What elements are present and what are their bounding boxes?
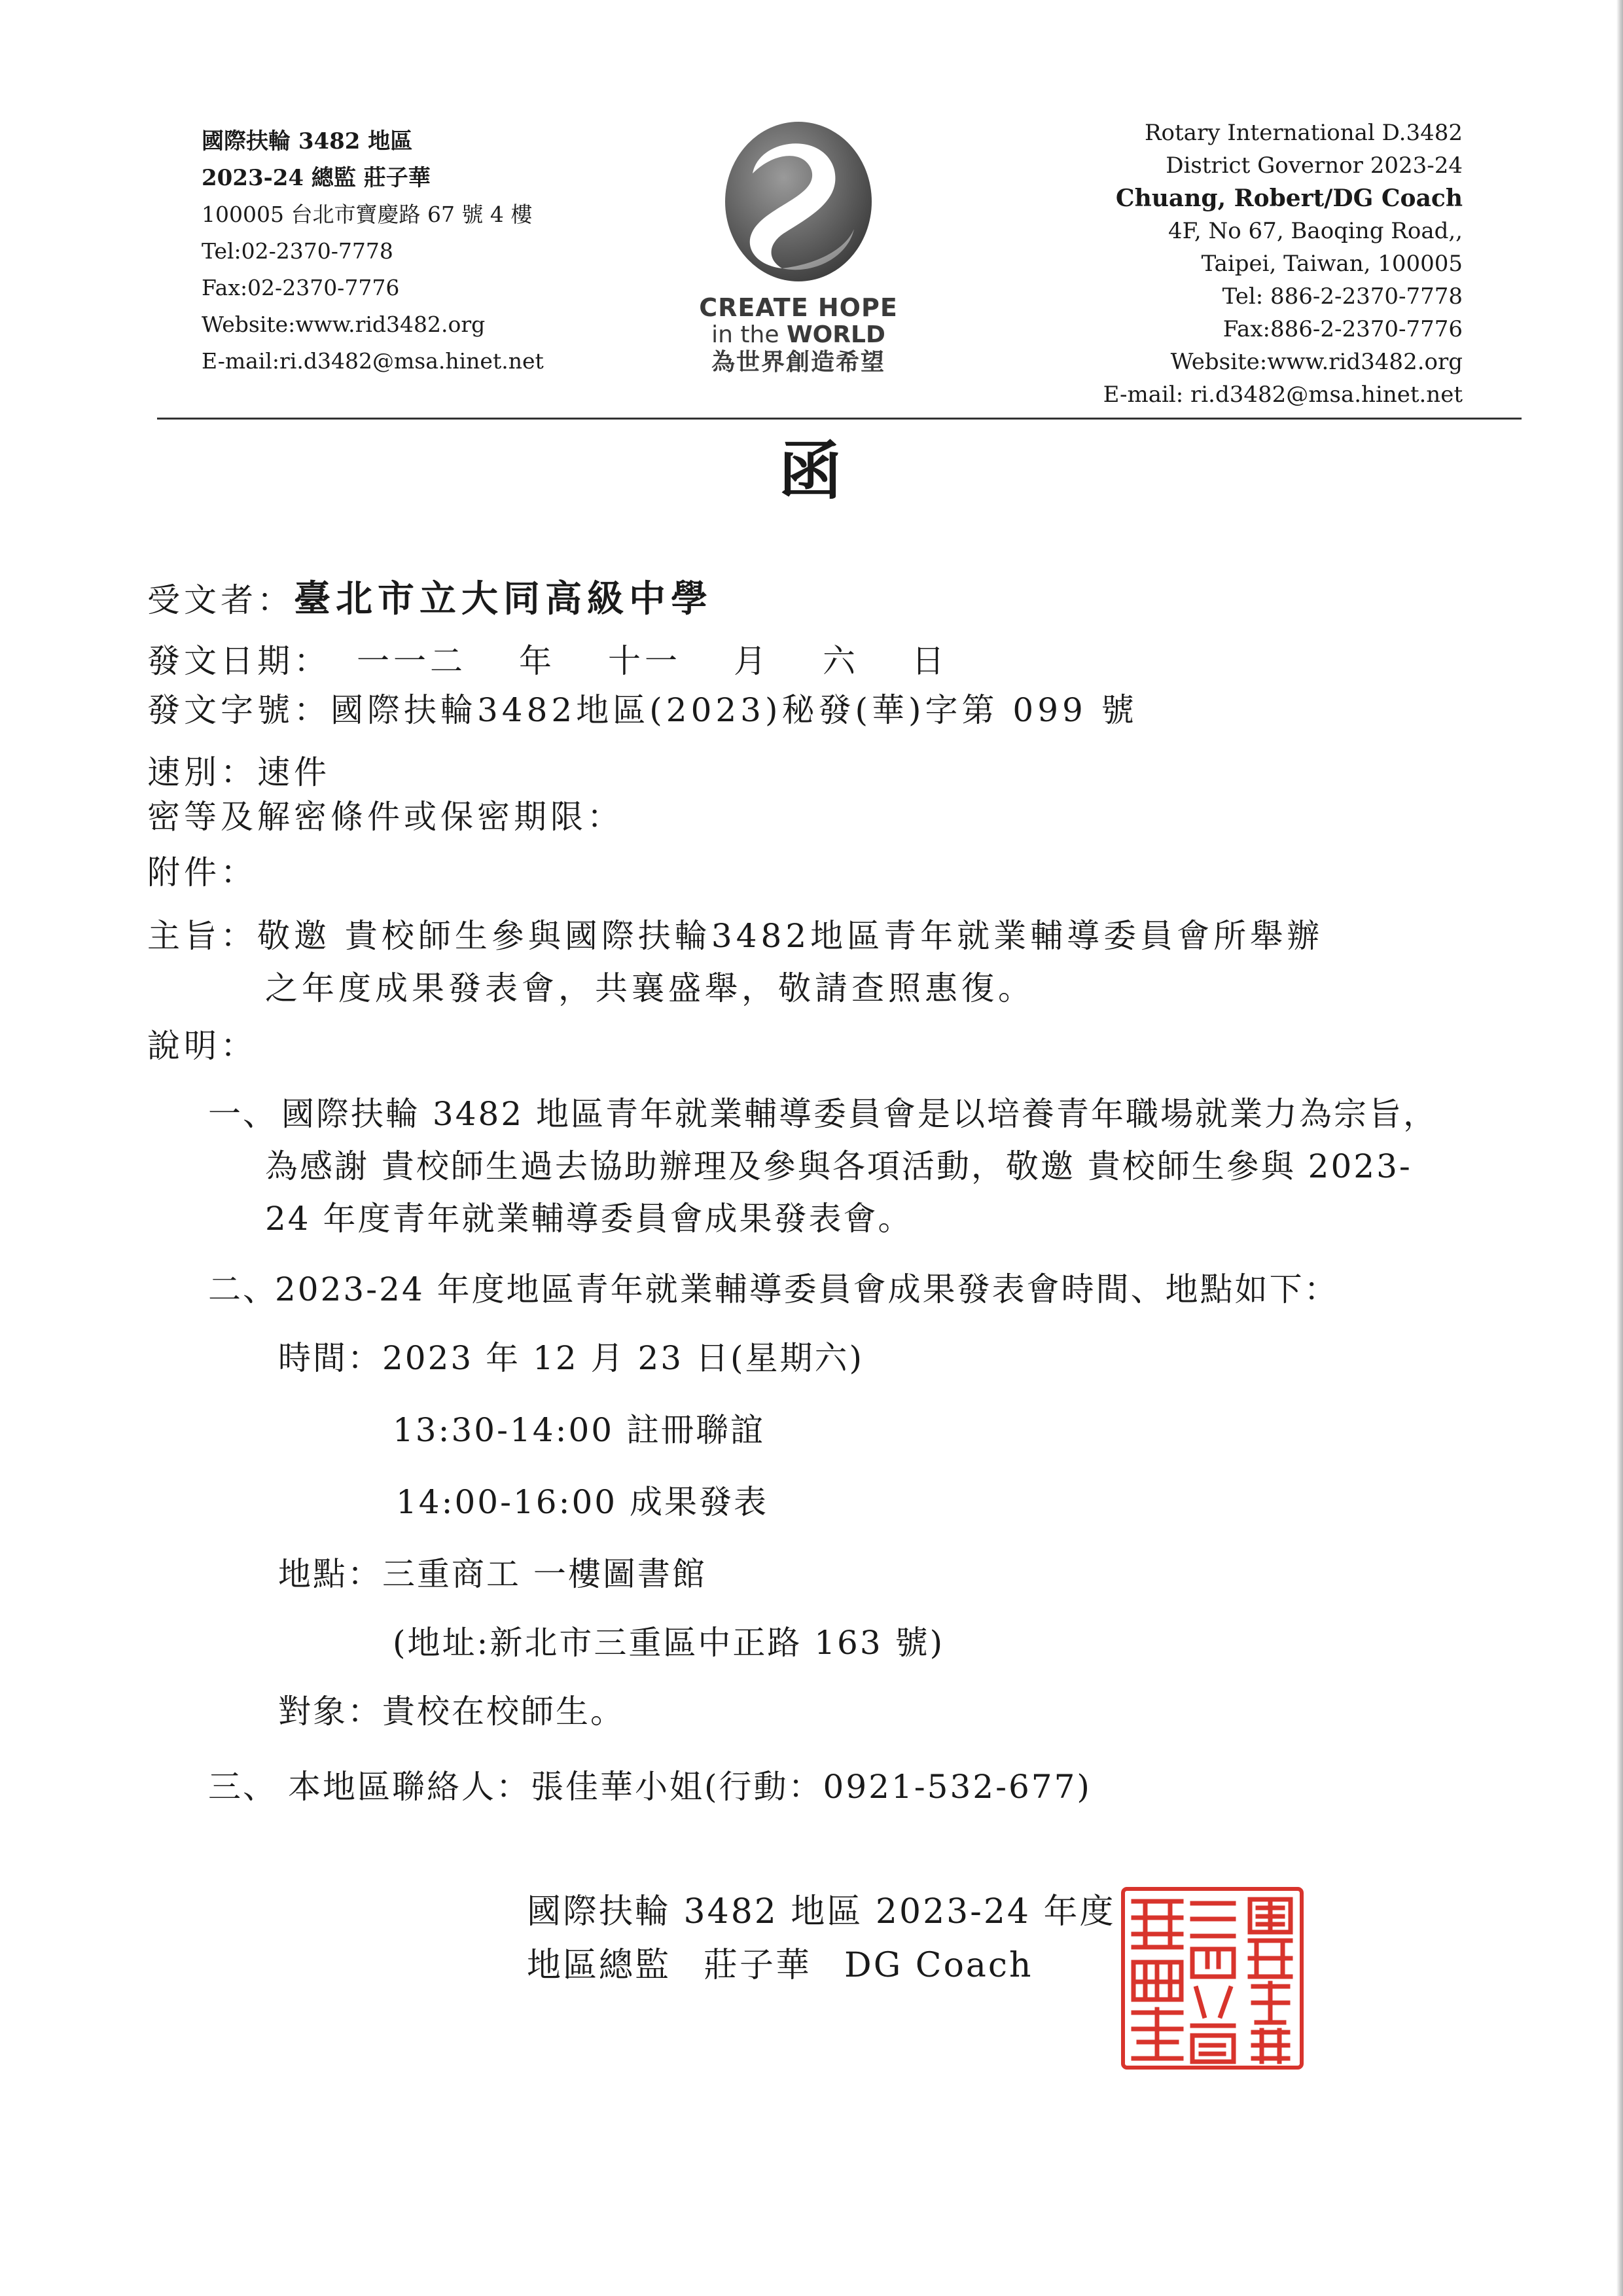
red-seal-stamp-icon xyxy=(1119,1885,1306,2072)
header-tel: Tel:02-2370-7778 xyxy=(202,238,393,264)
attachment-row xyxy=(147,853,257,892)
official-seal xyxy=(1119,1885,1306,2072)
header-address1-en: 4F, No 67, Baoqing Road,, xyxy=(1168,218,1463,244)
scanned-page-edge xyxy=(1616,0,1623,2296)
create-hope-logo xyxy=(684,111,913,393)
date-year: 一一二 xyxy=(357,642,467,680)
swirl-logo-icon xyxy=(713,111,883,288)
header-fax-en: Fax:886-2-2370-7776 xyxy=(1222,316,1463,342)
signature-name: 莊子華 xyxy=(704,1946,812,1985)
secrecy-row xyxy=(147,797,624,836)
speed-label: 速別： xyxy=(147,753,257,791)
explanation-label: 說明： xyxy=(147,1027,257,1065)
item-one-line2: 為感謝 貴校師生過去協助辦理及參與各項活動，敬邀 貴校師生參與 2023- xyxy=(265,1147,1412,1185)
recipient-row xyxy=(147,579,713,620)
item-two-line: 2023-24 年度地區青年就業輔導委員會成果發表會時間、地點如下： xyxy=(275,1270,1339,1308)
attachment-label: 附件： xyxy=(147,853,257,891)
date-day-unit: 日 xyxy=(912,642,948,680)
document-number: 國際扶輪3482地區(2023)秘發(華)字第 099 號 xyxy=(330,691,1138,729)
header-name-en: Chuang, Robert/DG Coach xyxy=(1115,185,1463,212)
header-website-en: Website:www.rid3482.org xyxy=(1170,349,1463,375)
header-address-zh: 100005 台北市寶慶路 67 號 4 樓 xyxy=(202,202,533,227)
number-row xyxy=(147,691,1138,730)
subject-row xyxy=(147,916,1323,956)
speed-row xyxy=(147,753,330,792)
header-divider xyxy=(157,418,1522,420)
place-label: 地點： xyxy=(278,1555,382,1593)
place-address: (地址:新北市三重區中正路 163 號) xyxy=(393,1624,945,1662)
date-label: 發文日期： xyxy=(147,642,330,680)
header-email-en: E-mail: ri.d3482@msa.hinet.net xyxy=(1103,382,1463,408)
schedule-presentation: 14:00-16:00 成果發表 xyxy=(396,1483,768,1521)
header-governor-zh: 2023-24 總監 莊子華 xyxy=(202,165,431,191)
header-org-zh: 國際扶輪 3482 地區 xyxy=(202,128,413,154)
signature-block xyxy=(527,1885,1116,1992)
target-row xyxy=(278,1692,625,1731)
item-one-line1: 國際扶輪 3482 地區青年就業輔導委員會是以培養青年職場就業力為宗旨， xyxy=(281,1095,1438,1133)
time-label: 時間： xyxy=(278,1339,382,1377)
item-two-prefix: 二、 xyxy=(208,1270,277,1308)
time-row xyxy=(278,1338,864,1378)
signature-line1: 國際扶輪 3482 地區 2023-24 年度 xyxy=(527,1892,1116,1931)
place-row xyxy=(278,1554,707,1594)
signature-title: DG Coach xyxy=(844,1946,1033,1985)
logo-in-the: in the xyxy=(711,321,787,348)
header-address2-en: Taipei, Taiwan, 100005 xyxy=(1201,251,1463,277)
date-month: 十一 xyxy=(608,642,681,680)
header-tel-en: Tel: 886-2-2370-7778 xyxy=(1222,283,1463,310)
header-website: Website:www.rid3482.org xyxy=(202,312,486,337)
date-year-unit: 年 xyxy=(519,642,556,680)
recipient-name: 臺北市立大同高級中學 xyxy=(294,577,713,620)
logo-line-in-the-world xyxy=(684,322,913,348)
place-value: 三重商工 一樓圖書館 xyxy=(382,1555,707,1593)
header-right-block xyxy=(952,117,1463,411)
target-value: 貴校在校師生。 xyxy=(382,1693,625,1731)
item-three-line: 本地區聯絡人：張佳華小姐(行動：0921-532-677) xyxy=(288,1768,1092,1806)
speed-value: 速件 xyxy=(257,753,330,791)
secrecy-label: 密等及解密條件或保密期限： xyxy=(147,798,624,836)
subject-label: 主旨： xyxy=(147,917,257,955)
logo-world: WORLD xyxy=(786,321,885,348)
item-three-prefix: 三、 xyxy=(208,1768,277,1806)
header-org-en: Rotary International D.3482 xyxy=(1144,120,1463,146)
date-row xyxy=(147,641,948,681)
recipient-label: 受文者： xyxy=(147,581,294,619)
header-title-en: District Governor 2023-24 xyxy=(1166,152,1463,179)
logo-line-zh: 為世界創造希望 xyxy=(711,349,885,376)
signature-line2 xyxy=(527,1939,1116,1992)
header-fax: Fax:02-2370-7776 xyxy=(202,275,400,300)
item-one-prefix: 一、 xyxy=(208,1095,277,1133)
date-day: 六 xyxy=(823,642,859,680)
item-one-line3: 24 年度青年就業輔導委員會成果發表會。 xyxy=(265,1200,913,1238)
logo-line-create-hope: CREATE HOPE xyxy=(699,293,898,322)
header-email: E-mail:ri.d3482@msa.hinet.net xyxy=(202,348,544,374)
header-left-block xyxy=(202,123,607,380)
number-label: 發文字號： xyxy=(147,691,330,729)
subject-line2: 之年度成果發表會，共襄盛舉，敬請查照惠復。 xyxy=(265,969,1035,1007)
signature-role: 地區總監 xyxy=(527,1946,671,1985)
document-type-title: 函 xyxy=(779,434,844,508)
target-label: 對象： xyxy=(278,1693,382,1731)
schedule-registration: 13:30-14:00 註冊聯誼 xyxy=(393,1411,765,1449)
subject-line1: 敬邀 貴校師生參與國際扶輪3482地區青年就業輔導委員會所舉辦 xyxy=(257,917,1324,955)
date-month-unit: 月 xyxy=(734,642,770,680)
time-value: 2023 年 12 月 23 日(星期六) xyxy=(382,1339,864,1377)
